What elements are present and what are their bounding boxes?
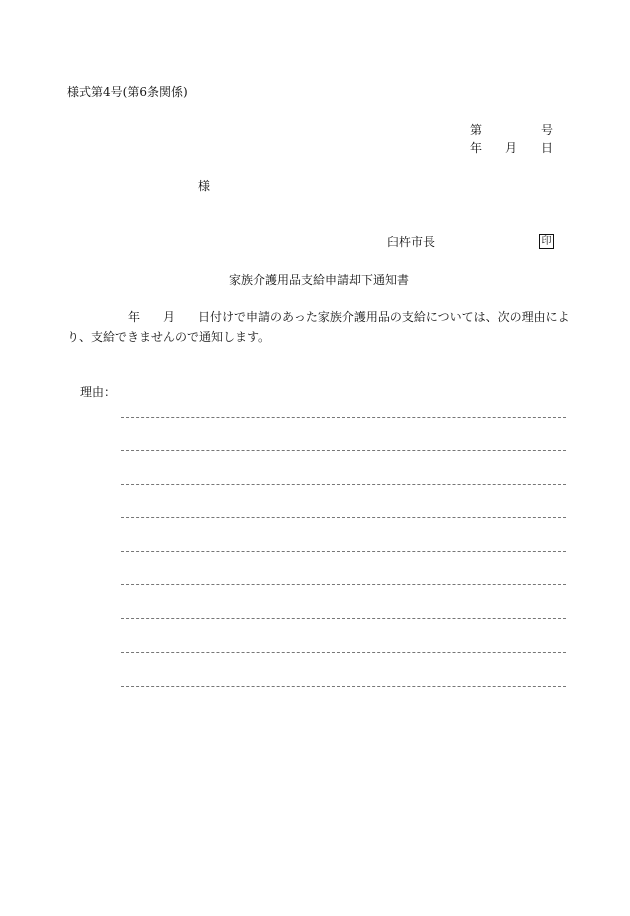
date-month-label: 月: [505, 141, 518, 155]
reason-line: [121, 450, 566, 451]
date-day-label: 日: [541, 141, 554, 155]
body-text-line2: り、支給できませんので通知します。: [67, 330, 271, 344]
reason-label: 理由：: [80, 385, 117, 399]
reason-line: [121, 686, 566, 687]
addressee-honorific: 様: [198, 179, 211, 193]
body-text-line1: 日付けで申請のあった家族介護用品の支給については、次の理由によ: [198, 310, 570, 324]
reason-line: [121, 618, 566, 619]
reason-line: [121, 652, 566, 653]
reason-line: [121, 417, 566, 418]
document-number-suffix: 号: [541, 123, 554, 137]
document-number-prefix: 第: [470, 123, 483, 137]
form-number: 様式第4号(第6条関係): [67, 85, 188, 99]
reason-line: [121, 584, 566, 585]
body-month-label: 月: [163, 310, 176, 324]
issuer-name: 臼杵市長: [387, 235, 436, 249]
reason-line: [121, 517, 566, 518]
document-title: 家族介護用品支給申請却下通知書: [229, 273, 410, 287]
reason-line: [121, 551, 566, 552]
date-year-label: 年: [470, 141, 483, 155]
seal-icon: 印: [539, 234, 554, 249]
body-year-label: 年: [128, 310, 141, 324]
reason-line: [121, 484, 566, 485]
